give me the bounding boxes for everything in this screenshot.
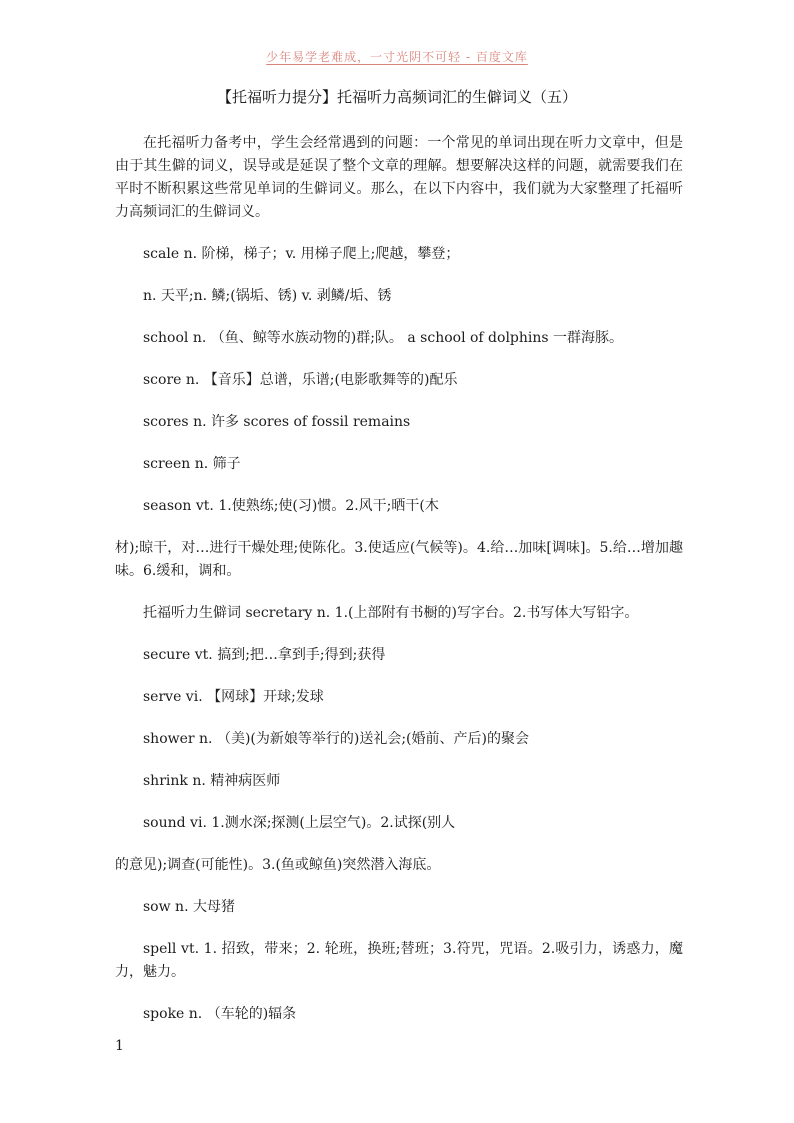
document-title: 【托福听力提分】托福听力高频词汇的生僻词义（五） (216, 88, 577, 106)
paragraph: spell vt. 1. 招致，带来；2. 轮班，换班;替班；3.符咒，咒语。2.吸引力，诱惑力，魔力，魅力。 (115, 941, 683, 980)
paragraph: 材);晾干，对…进行干燥处理;使陈化。3.使适应(气候等)。4.给…加味[调味]。5.给…增加趣味。6.缓和，调和。 (115, 540, 683, 579)
paragraph: sound vi. 1.测水深;探测(上层空气)。2.试探(别人 (143, 815, 456, 831)
paragraph: serve vi. 【网球】开球;发球 (143, 689, 324, 705)
paragraph: shrink n. 精神病医师 (143, 773, 281, 789)
paragraph: sow n. 大母猪 (143, 899, 235, 915)
paragraph: secure vt. 搞到;把…拿到手;得到;获得 (143, 647, 386, 663)
paragraph: score n. 【音乐】总谱，乐谱;(电影歌舞等的)配乐 (143, 372, 458, 388)
paragraph-intro: 在托福听力备考中，学生会经常遇到的问题：一个常见的单词出现在听力文章中，但是由于其生僻的词义，误导或是延误了整个文章的理解。想要解决这样的问题，就需要我们在平时不断积累这些常见单词的生僻词义。那么，在以下内容中，我们就为大家整理了托福听力高频词汇的生僻词义。 (115, 135, 683, 220)
document-body (115, 132, 683, 1045)
paragraph: shower n. （美)(为新娘等举行的)送礼会;(婚前、产后)的聚会 (143, 731, 529, 747)
paragraph: 的意见);调查(可能性)。3.(鱼或鲸鱼)突然潜入海底。 (115, 857, 441, 873)
paragraph: spoke n. （车轮的)辐条 (143, 1006, 297, 1022)
paragraph: 托福听力生僻词 secretary n. 1.(上部附有书橱的)写字台。2.书写体大写铅字。 (143, 605, 639, 621)
paragraph: screen n. 筛子 (143, 456, 241, 472)
paragraph: scale n. 阶梯，梯子；v. 用梯子爬上;爬越，攀登； (143, 246, 460, 262)
paragraph: school n. （鱼、鲸等水族动物的)群;队。 a school of dolphins 一群海豚。 (143, 330, 624, 346)
paragraph: n. 天平;n. 鳞;(锅垢、锈) v. 剥鳞/垢、锈 (143, 288, 392, 304)
watermark-text: 少年易学老难成，一寸光阴不可轻 - 百度文库 (266, 50, 528, 64)
page-number: 1 (115, 1038, 124, 1054)
paragraph: scores n. 许多 scores of fossil remains (143, 414, 411, 430)
paragraph: season vt. 1.使熟练;使(习)惯。2.风干;晒干(木 (143, 498, 439, 514)
